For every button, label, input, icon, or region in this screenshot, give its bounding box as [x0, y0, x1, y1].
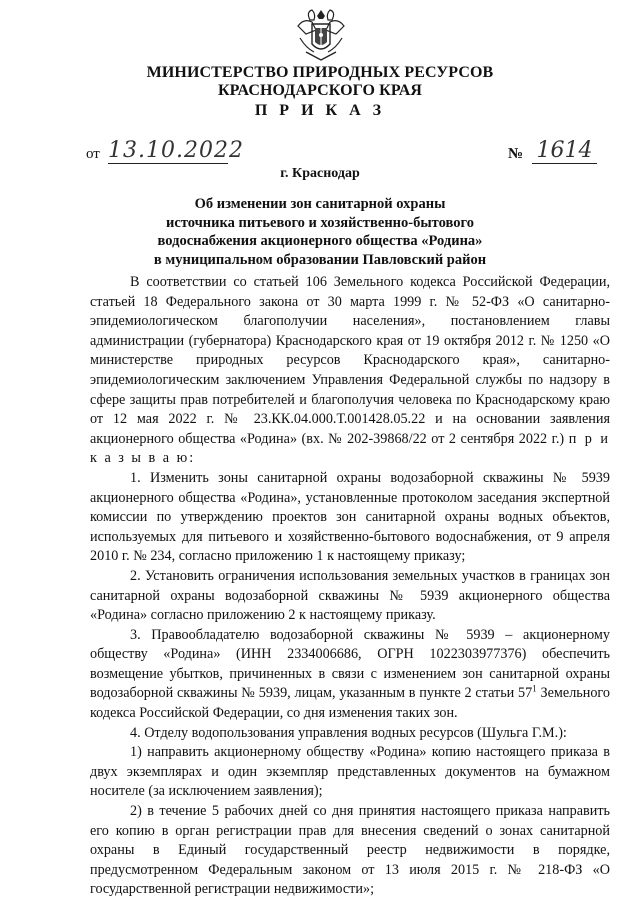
item-4: 4. Отделу водопользования управления водных ресурсов (Шульга Г.М.):	[130, 724, 567, 741]
city: г. Краснодар	[280, 166, 360, 181]
date-from-label: от	[86, 146, 100, 162]
preamble-text: В соответствии со статьей 106 Земельного кодекса Российской Федерации, статьей 18 Федерального закона от 30 марта 1999 г. № 52-ФЗ «О санитарно-эпидемиологическом благополучии населения», постановлением главы администрации (губернатора) Краснодарского края от 19 октября 2012 г. № 1250 «О министерстве природных ресурсов Краснодарского края», санитарно-эпидемиологическим заключением Управления Федеральной службы по надзору в сфере защиты прав потребителей и благополучия человека по Краснодарскому краю от 12 мая 2022 г. № 23.КК.04.000.Т.001428.05.22 и на основании заявления акционерного общества «Родина» (вх. № 202-39868/22 от 2 сентября 2022 г.)	[90, 274, 610, 447]
order-number: 1614	[532, 138, 597, 164]
order-title	[0, 195, 640, 269]
item-3-superscript: 1	[532, 683, 537, 694]
title-line2: источника питьевого и хозяйственно-бытового	[166, 214, 474, 231]
ministry-name-line1: МИНИСТЕРСТВО ПРИРОДНЫХ РЕСУРСОВ	[146, 64, 494, 81]
order-date: 13.10.2022	[108, 138, 244, 163]
order-body	[90, 273, 610, 900]
ministry-name-line2: КРАСНОДАРСКОГО КРАЯ	[217, 82, 423, 99]
order-word: п р и к а з ы в а ю:	[90, 430, 611, 467]
item-4-2: 2) в течение 5 рабочих дней со дня принятия настоящего приказа направить его копию в орган регистрации прав для внесения сведений о зонах санитарной охраны в Единый государственный реестр недвижимости в порядке, предусмотренном Федеральным законом от 13 июля 2015 г. № 218-ФЗ «О государственной регистрации недвижимости»;	[90, 803, 610, 898]
date-number-row	[86, 140, 601, 166]
item-1: 1. Изменить зоны санитарной охраны водозаборной скважины № 5939 акционерного общества «Родина», установленные протоколом заседания экспертной комиссии по утверждению проектов зон санитарной охраны водных объектов, используемых для питьевого и хозяйственно-бытового водоснабжения, от 9 апреля 2010 г. № 234, согласно приложению 1 к настоящему приказу;	[90, 469, 610, 565]
number-label: №	[508, 146, 524, 162]
item-4-1: 1) направить акционерному обществу «Родина» копию настоящего приказа в двух экземплярах и один экземпляр представленных документов на бумажном носителе (за исключением заявления);	[90, 744, 610, 800]
title-line4: в муниципальном образовании Павловский район	[153, 251, 487, 268]
title-line3: водоснабжения акционерного общества «Родина»	[157, 233, 483, 249]
item-3-text-a: 3. Правообладателю водозаборной скважины № 5939 – акционерному обществу «Родина» (ИНН 2334006686, ОГРН 1022303977376) обеспечить возмещение убытков, причиненных в связи с изменением зон санитарной охраны водозаборной скважины № 5939, лицам, указанным в пункте 2 статьи 57	[90, 626, 610, 702]
document-type: П Р И К А З	[254, 102, 386, 119]
coat-of-arms-icon	[292, 8, 350, 64]
ministry-name	[0, 64, 640, 100]
item-3-text-b: Земельного кодекса Российской Федерации, со дня изменения таких зон.	[90, 685, 610, 722]
preamble-paragraph	[90, 273, 610, 469]
title-line1: Об изменении зон санитарной охраны	[194, 196, 446, 212]
item-2: 2. Установить ограничения использования земельных участков в границах зон санитарной охраны водозаборной скважины № 5939 акционерного общества «Родина» согласно приложению 2 к настоящему приказу.	[90, 567, 610, 624]
item-3	[90, 626, 610, 724]
